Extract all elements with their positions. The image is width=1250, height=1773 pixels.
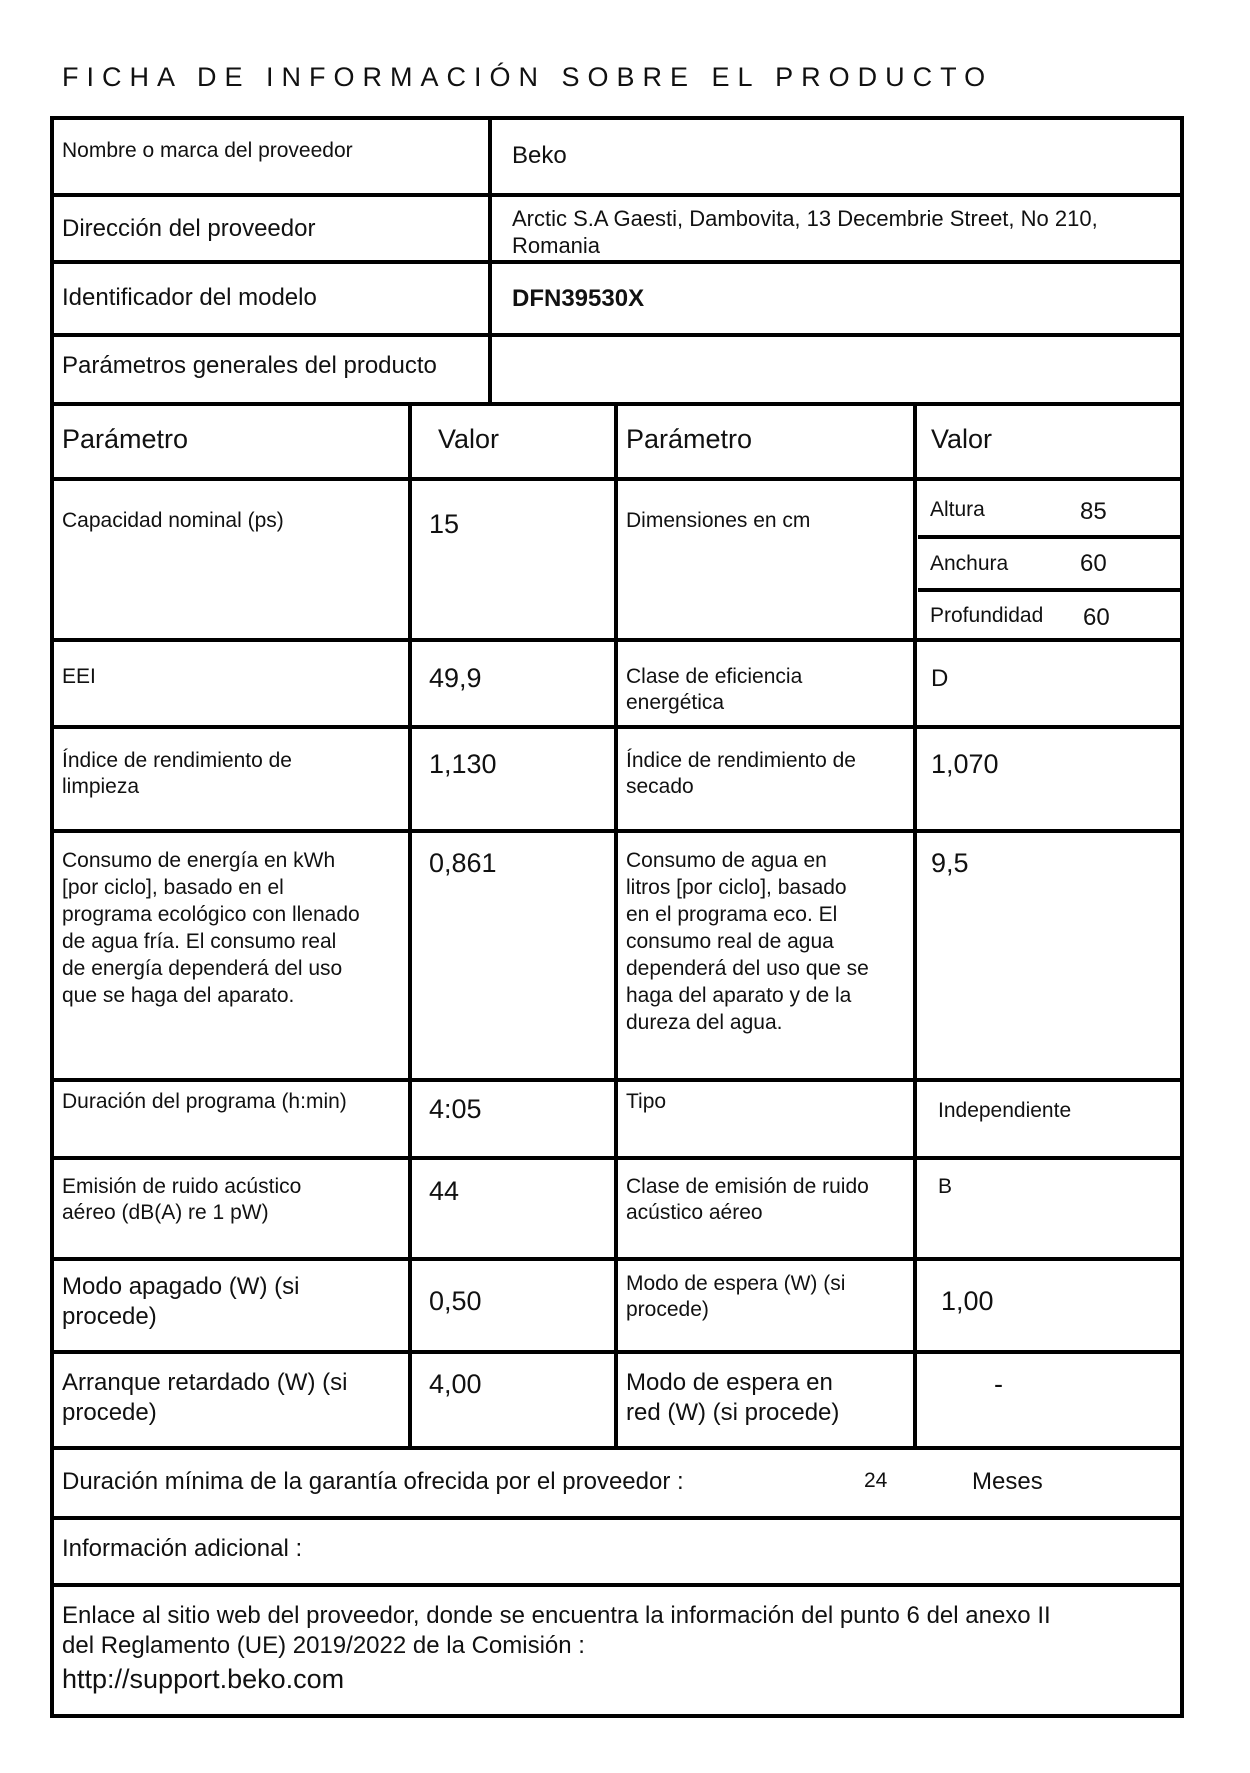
energy-label-2: [por ciclo], basado en el — [62, 876, 284, 899]
off-mode-value: 0,50 — [429, 1286, 482, 1316]
noise-class-label-2: acústico aéreo — [626, 1201, 763, 1224]
drying-label-2: secado — [626, 775, 694, 798]
product-info-sheet — [50, 116, 1184, 1718]
width-value: 60 — [1080, 550, 1107, 577]
noise-class-label-1: Clase de emisión de ruido — [626, 1175, 869, 1198]
efficiency-class-value: D — [931, 665, 949, 692]
off-mode-label-1: Modo apagado (W) (si — [62, 1273, 300, 1300]
capacity-label: Capacidad nominal (ps) — [62, 509, 284, 532]
model-value: DFN39530X — [512, 285, 645, 312]
row-divider — [54, 333, 1180, 337]
water-label-1: Consumo de agua en — [626, 849, 827, 872]
noise-value: 44 — [429, 1176, 460, 1206]
dimension-divider — [918, 535, 1180, 539]
capacity-value: 15 — [429, 509, 460, 539]
dimensions-label: Dimensiones en cm — [626, 509, 811, 532]
page-title: FICHA DE INFORMACIÓN SOBRE EL PRODUCTO — [62, 62, 994, 92]
drying-label-1: Índice de rendimiento de — [626, 749, 856, 772]
water-label-3: en el programa eco. El — [626, 903, 838, 926]
noise-label-2: aéreo (dB(A) re 1 pW) — [62, 1201, 269, 1224]
energy-label-4: de agua fría. El consumo real — [62, 930, 337, 953]
efficiency-class-label-2: energética — [626, 691, 725, 714]
warranty-unit: Meses — [972, 1468, 1043, 1495]
energy-label-1: Consumo de energía en kWh — [62, 849, 336, 872]
height-value: 85 — [1080, 498, 1107, 525]
depth-label: Profundidad — [930, 604, 1044, 627]
additional-info-label: Información adicional : — [62, 1535, 303, 1562]
column-divider — [488, 120, 492, 406]
duration-label: Duración del programa (h:min) — [62, 1090, 347, 1113]
standby-label-2: procede) — [626, 1298, 709, 1321]
supplier-address-value-line2: Romania — [512, 233, 601, 258]
row-divider — [54, 260, 1180, 264]
standby-label-1: Modo de espera (W) (si — [626, 1272, 846, 1295]
height-label: Altura — [930, 498, 985, 521]
link-text-1: Enlace al sitio web del proveedor, donde se encuentra la información del punto 6 del anexo II — [62, 1602, 1051, 1629]
depth-value: 60 — [1083, 604, 1110, 631]
eei-value: 49,9 — [429, 663, 482, 693]
cleaning-label-1: Índice de rendimiento de — [62, 749, 292, 772]
standby-value: 1,00 — [941, 1286, 994, 1316]
water-label-7: dureza del agua. — [626, 1011, 783, 1034]
supplier-address-value-line1: Arctic S.A Gaesti, Dambovita, 13 Decembrie Street, No 210, — [512, 206, 1098, 231]
warranty-value: 24 — [864, 1469, 888, 1492]
energy-label-5: de energía dependerá del uso — [62, 957, 343, 980]
delay-start-value: 4,00 — [429, 1369, 482, 1399]
cleaning-value: 1,130 — [429, 749, 497, 779]
cleaning-label-2: limpieza — [62, 775, 140, 798]
water-label-6: haga del aparato y de la — [626, 984, 852, 1007]
energy-label-3: programa ecológico con llenado — [62, 903, 360, 926]
header-param-right: Parámetro — [626, 424, 753, 454]
duration-value: 4:05 — [429, 1094, 482, 1124]
type-value: Independiente — [938, 1099, 1072, 1122]
drying-value: 1,070 — [931, 749, 999, 779]
dimension-divider — [918, 588, 1180, 592]
supplier-name-label: Nombre o marca del proveedor — [62, 139, 353, 162]
network-standby-label-2: red (W) (si procede) — [626, 1399, 840, 1426]
row-divider — [54, 193, 1180, 197]
efficiency-class-label-1: Clase de eficiencia — [626, 665, 803, 688]
row-divider — [54, 1583, 1180, 1587]
network-standby-label-1: Modo de espera en — [626, 1369, 833, 1396]
width-label: Anchura — [930, 552, 1009, 575]
water-label-4: consumo real de agua — [626, 930, 834, 953]
model-label: Identificador del modelo — [62, 284, 317, 311]
water-value: 9,5 — [931, 848, 969, 878]
off-mode-label-2: procede) — [62, 1303, 157, 1330]
supplier-address-label: Dirección del proveedor — [62, 215, 316, 242]
support-link[interactable]: http://support.beko.com — [62, 1664, 345, 1694]
type-label: Tipo — [626, 1090, 667, 1113]
column-divider — [614, 402, 618, 1450]
column-divider — [408, 402, 412, 1450]
link-text-2: del Reglamento (UE) 2019/2022 de la Comisión : — [62, 1632, 585, 1659]
energy-label-6: que se haga del aparato. — [62, 984, 295, 1007]
column-divider — [913, 402, 917, 1450]
water-label-5: dependerá del uso que se — [626, 957, 869, 980]
delay-start-label-1: Arranque retardado (W) (si — [62, 1369, 348, 1396]
header-value-right: Valor — [931, 424, 993, 454]
header-value-left: Valor — [438, 424, 500, 454]
row-divider — [54, 1516, 1180, 1520]
header-param-left: Parámetro — [62, 424, 189, 454]
eei-label: EEI — [62, 665, 96, 688]
energy-value: 0,861 — [429, 848, 497, 878]
noise-class-value: B — [938, 1175, 953, 1198]
general-params-label: Parámetros generales del producto — [62, 352, 437, 379]
supplier-name-value: Beko — [512, 142, 567, 169]
delay-start-label-2: procede) — [62, 1399, 157, 1426]
warranty-label: Duración mínima de la garantía ofrecida por el proveedor : — [62, 1468, 684, 1495]
noise-label-1: Emisión de ruido acústico — [62, 1175, 302, 1198]
water-label-2: litros [por ciclo], basado — [626, 876, 847, 899]
network-standby-value: - — [994, 1369, 1003, 1399]
